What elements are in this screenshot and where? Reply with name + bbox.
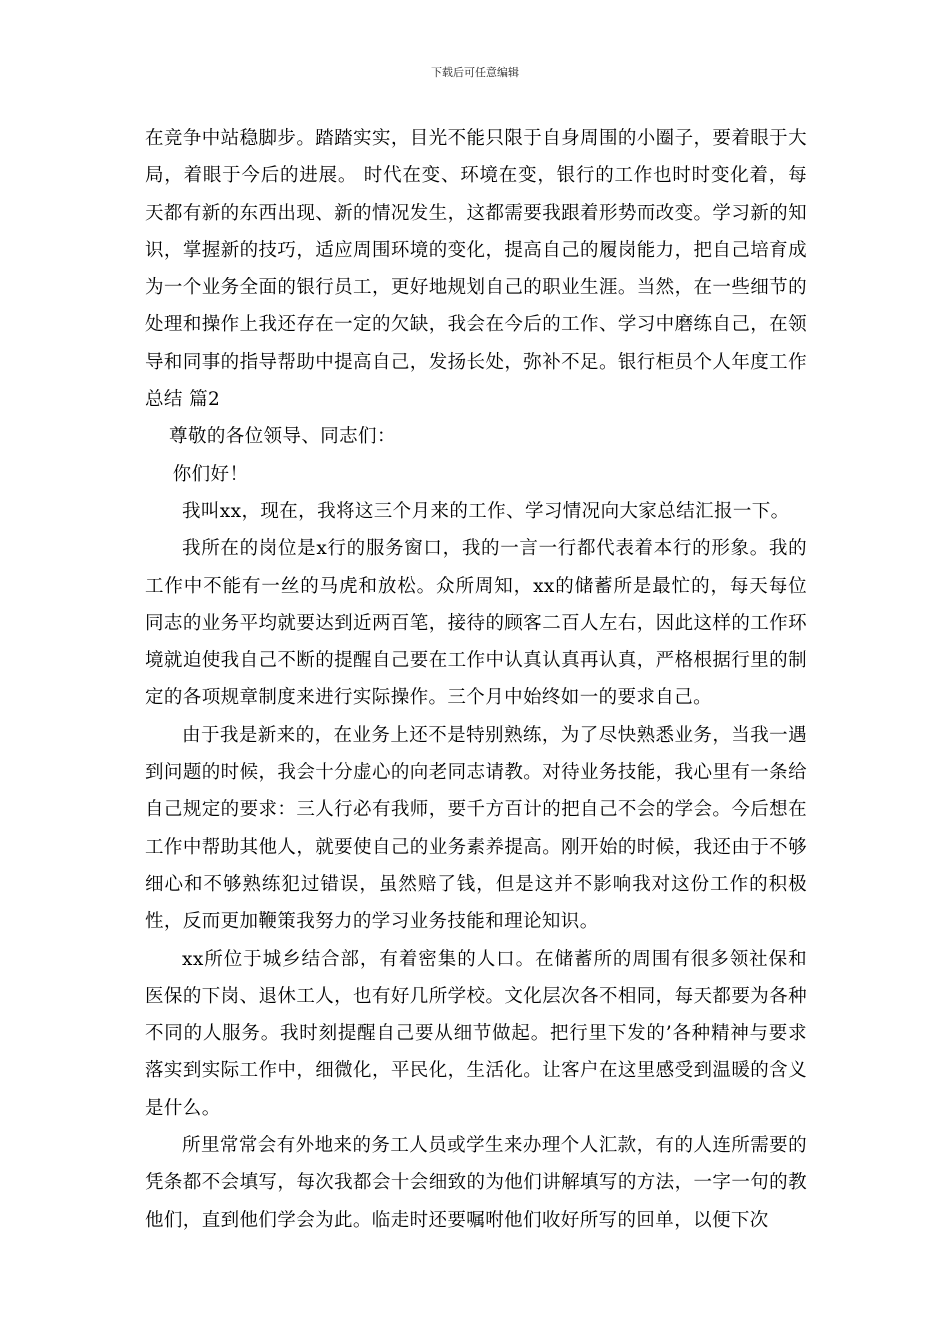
paragraph-remittance: 所里常常会有外地来的务工人员或学生来办理个人汇款，有的人连所需要的凭条都不会填写，每次我都会十会细致的为他们讲解填写的方法，一字一句的教他们，直到他们学会为此。临走时还要嘱咐他们收好所写的回单，以便下次 (145, 1135, 807, 1231)
paragraph-learning: 由于我是新来的，在业务上还不是特别熟练，为了尽快熟悉业务，当我一遇到问题的时候，我会十分虚心的向老同志请教。对待业务技能，我心里有一条给自己规定的要求：三人行必有我师，要千方百计的把自己不会的学会。今后想在工作中帮助其他人，就要使自己的业务素养提高。刚开始的时候，我还由于不够细心和不够熟练犯过错误，虽然赔了钱，但是这并不影响我对这份工作的积极性，反而更加鞭策我努力的学习业务技能和理论知识。 (145, 724, 807, 933)
paragraph-location: xx所位于城乡结合部，有着密集的人口。在储蓄所的周围有很多领社保和医保的下岗、退休工人，也有好几所学校。文化层次各不相同，每天都要为各种不同的人服务。我时刻提醒自己要从细节做起。把行里下发的’各种精神与要求落实到实际工作中，细微化，平民化，生活化。让客户在这里感受到温暖的含义是什么。 (145, 948, 807, 1119)
greeting-line: 你们好！ (172, 463, 249, 485)
document-body (145, 120, 807, 1239)
page-header: 下载后可任意编辑 (431, 66, 519, 79)
salutation: 尊敬的各位领导、同志们： (169, 426, 396, 448)
paragraph-continuation: 在竞争中站稳脚步。踏踏实实，目光不能只限于自身周围的小圈子，要着眼于大局，着眼于今后的进展。 时代在变、环境在变，银行的工作也时时变化着，每天都有新的东西出现、新的情况发生，这都需要我跟着形势而改变。学习新的知识，掌握新的技巧，适应周围环境的变化，提高自己的履岗能力，把自己培育成为一个业务全面的银行员工，更好地规划自己的职业生涯。当然，在一些细节的处理和操作上我还存在一定的欠缺，我会在今后的工作、学习中磨练自己，在领导和同事的指导帮助中提高自己，发扬长处，弥补不足。银行柜员个人年度工作总结 篇2 (145, 128, 807, 411)
paragraph-position: 我所在的岗位是x行的服务窗口，我的一言一行都代表着本行的形象。我的工作中不能有一丝的马虎和放松。众所周知，xx的储蓄所是最忙的，每天每位同志的业务平均就要达到近两百笔，接待的顾客二百人左右，因此这样的工作环境就迫使我自己不断的提醒自己要在工作中认真认真再认真，严格根据行里的制定的各项规章制度来进行实际操作。三个月中始终如一的要求自己。 (145, 538, 807, 709)
paragraph-intro: 我叫xx，现在，我将这三个月来的工作、学习情况向大家总结汇报一下。 (182, 500, 790, 522)
